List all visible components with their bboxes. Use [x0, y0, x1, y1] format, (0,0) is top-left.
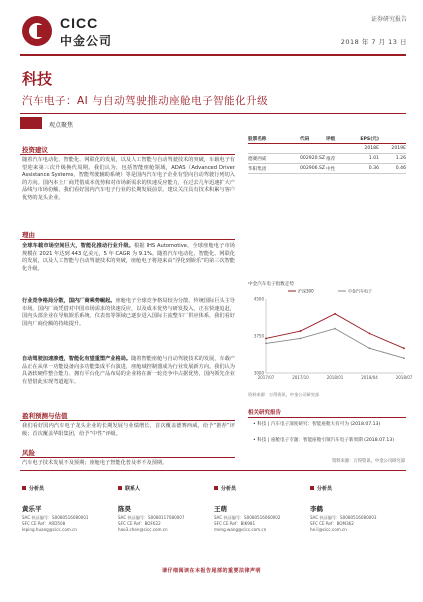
related-rule [248, 417, 406, 418]
analyst-card: 分析员 黄乐平 SAC 执证编号：S0080516080001 SFC CE Ref：ARD508 leping.huang@cicc.com.cn [22, 475, 118, 533]
series-point-1 [369, 347, 371, 349]
section-market [22, 243, 235, 273]
analyst-detail: SAC 执证编号：S0080117080007 SFC CE Ref：BOF622 hao3.chen@cicc.com.cn [118, 515, 185, 532]
table-row: 德赛西威 002920.SZ 推荐 1.01 1.26 [248, 154, 406, 164]
series-point-1 [265, 343, 267, 345]
report-headline: 汽车电子：AI 与自动驾驶推动座舱电子智能化升级 [22, 95, 269, 107]
related-heading: 相关研究报告 [248, 410, 282, 416]
section-rule [20, 239, 235, 240]
section-rule [20, 420, 235, 421]
series-point-1 [403, 357, 405, 359]
analyst-detail: SAC 执证编号：S0080516080001 SFC CE Ref：ARD508 leping.huang@cicc.com.cn [22, 515, 89, 532]
analyst-detail: SAC 执证编号：S0080516080003 SFC CE Ref：BOM362 he.li@cicc.com.cn [310, 515, 377, 532]
analyst-name: 李鹤 [310, 505, 323, 513]
headline-divider [20, 113, 406, 114]
section-heading-risk: 风险 [22, 449, 35, 457]
related-item[interactable]: • 科技 | 汽车电子深度研究：智能座舱大有可为 (2018.07.13) [253, 422, 381, 427]
section-text-valuation: 我们看好国内汽车电子龙头企业的长期发展与业绩增长，首次覆盖德赛西威，给予“推荐”评级；首次覆盖华阳集团，给予“中性”评级。 [22, 423, 235, 437]
analyst-card: 联系人 陈昊 SAC 执证编号：S0080117080007 SFC CE Ref：BOF622 hao3.chen@cicc.com.cn [118, 475, 214, 533]
analyst-name: 陈昊 [118, 505, 131, 513]
section-heading-market: 全球车载市场空间巨大，智能化推动行业升级。 [22, 243, 134, 249]
analyst-name: 王萌 [214, 505, 227, 513]
report-date: 2018 年 7 月 13 日 [340, 38, 407, 46]
series-point-0 [334, 313, 336, 315]
analyst-card: 分析员 王萌 SAC 执证编号：S0080516060002 SFC CE Ref：BIK981 meng.wang@cicc.com.cn [214, 475, 310, 533]
section-competition [22, 298, 235, 328]
analyst-tag-icon [214, 486, 218, 490]
section-heading-autodrive: 自动驾驶加速渗透，智能化有望重塑产业格局。 [22, 356, 132, 362]
analyst-tag-icon [118, 486, 122, 490]
analyst-divider [20, 470, 406, 471]
series-point-0 [265, 338, 267, 340]
section-text-investment: 随着汽车电动化、智能化、网联化的发展，以及人工智能与自动驾驶技术的突破，车载电子有望迎来第三次升级换代周期。我们认为，包括智能座舱领域，ADAS（Advanced Driver Assistance Systems，智能驾驶辅助系统）等是国内汽车电子企业有望向自动驾驶行列切入的方向。国内本土厂商凭借成本优势和对市场新需求的快速反应能力，在过去几年迅速扩大产品线与市场份额，我们看好国内汽车电子行业的长期发展前景。建议关注具有技术积累与客户优势的龙头企业。 [22, 157, 235, 201]
rating-table [248, 134, 406, 174]
logo-text-en: CICC [60, 15, 99, 31]
table-subheader: 2018E 2019E [248, 144, 406, 154]
disclaimer-right: 资料来源：万得资讯，中金公司研究部 [331, 459, 405, 464]
analyst-card: 分析员 李鹤 SAC 执证编号：S0080516080003 SFC CE Ref：BOM362 he.li@cicc.com.cn [310, 475, 406, 533]
x-tick-label: 2017/10 [292, 375, 309, 380]
section-text-market: 根据 IHS Automotive，全球座舱电子市场规模在 2021 年达到 443 亿美元，5 年 CAGR 为 9.1%。随着汽车电动化、智能化、网联化的发展，以及人工智能与自动驾驶技术的突破，座舱电子将迎来由“浮化到娱乐”的第三次智能化升级。 [22, 243, 235, 272]
y-tick-label: 3000 [253, 370, 264, 376]
x-tick-label: 2018/07 [395, 375, 413, 380]
x-tick-label: 2018/01 [326, 375, 344, 380]
x-tick-label: 2018/04 [361, 375, 378, 380]
section-heading-valuation: 盈利预测与估值 [22, 412, 68, 420]
series-point-0 [369, 333, 371, 335]
section-autodrive [22, 356, 235, 386]
table-header: 股票名称 代码 评级 EPS(元) [248, 134, 406, 144]
legal-footer: 请仔细阅读在本报告尾部的重要法律声明 [161, 568, 261, 574]
report-type: 证券研究报告 [370, 16, 407, 23]
series-point-1 [334, 328, 336, 330]
header-divider [20, 54, 406, 56]
section-text-competition: 座舱电子全球竞争格局较为分散，传统国际巨头主导市场。国内厂商凭借对中国市场需求的快速反应，以及成本优势与研发投入，正在快速追赶，国内头部企业在导航娱乐系统、仪表盘等领域已逐步进入国际主流整车厂供应体系，我们看好国内厂商份额的持续提升。 [22, 298, 235, 327]
series-point-1 [300, 338, 302, 340]
section-heading-investment: 投资建议 [22, 146, 48, 154]
chart-title: 中金汽车电子指数走势 [248, 282, 294, 287]
table-row: 华阳集团 002906.SZ 中性 0.36 0.46 [248, 164, 406, 174]
analyst-name: 黄乐平 [22, 505, 42, 513]
x-tick-label: 2017/07 [257, 375, 275, 380]
legend-label-1: 中金汽车电子 [348, 288, 372, 294]
section-heading-reason: 理由 [22, 231, 35, 239]
section-text-autodrive: 随着智能座舱与自动驾驶技术的发展，车载产品正在从单一功能设备向多功能集成平台演进，座舱域控制器成为行业发展新方向。我们认为具备软硬件整合能力、拥有平台化产品布局的企业将在新一轮竞争中占据优势，国内领先企业有望借此实现弯道超车。 [22, 356, 235, 385]
section-marker [20, 117, 42, 129]
analyst-detail: SAC 执证编号：S0080516060002 SFC CE Ref：BIK981 meng.wang@cicc.com.cn [214, 515, 281, 532]
category-title: 科技 [22, 70, 53, 88]
chart-source: 资料来源：万得资讯，中金公司研究部 [248, 392, 320, 397]
analyst-tag-icon [310, 486, 314, 490]
section-rule [20, 457, 235, 458]
legend-label-0: 沪深300 [298, 288, 314, 294]
series-line-1 [266, 329, 404, 359]
series-point-0 [300, 330, 302, 332]
logo-text-cn: 中金公司 [60, 34, 113, 48]
related-item[interactable]: • 科技 | 座舱电子专题：智能座舱引领汽车电子新周期 (2018.07.13) [253, 438, 395, 443]
cicc-logo-icon [22, 16, 52, 46]
series-line-0 [266, 314, 404, 349]
section-heading-competition: 行业竞争格局分散，国内厂商乘势崛起。 [22, 298, 116, 304]
report-subtype: 观点聚焦 [49, 122, 74, 129]
analyst-tag-icon [22, 486, 26, 490]
section-rule [20, 154, 235, 155]
index-line-chart [248, 285, 413, 385]
y-tick-label: 3750 [253, 333, 264, 339]
series-point-0 [403, 347, 405, 349]
section-text-risk: 汽车电子技术发展不及预期；座舱电子智能化普及率不及预期。 [22, 460, 168, 466]
y-tick-label: 4500 [253, 296, 264, 302]
